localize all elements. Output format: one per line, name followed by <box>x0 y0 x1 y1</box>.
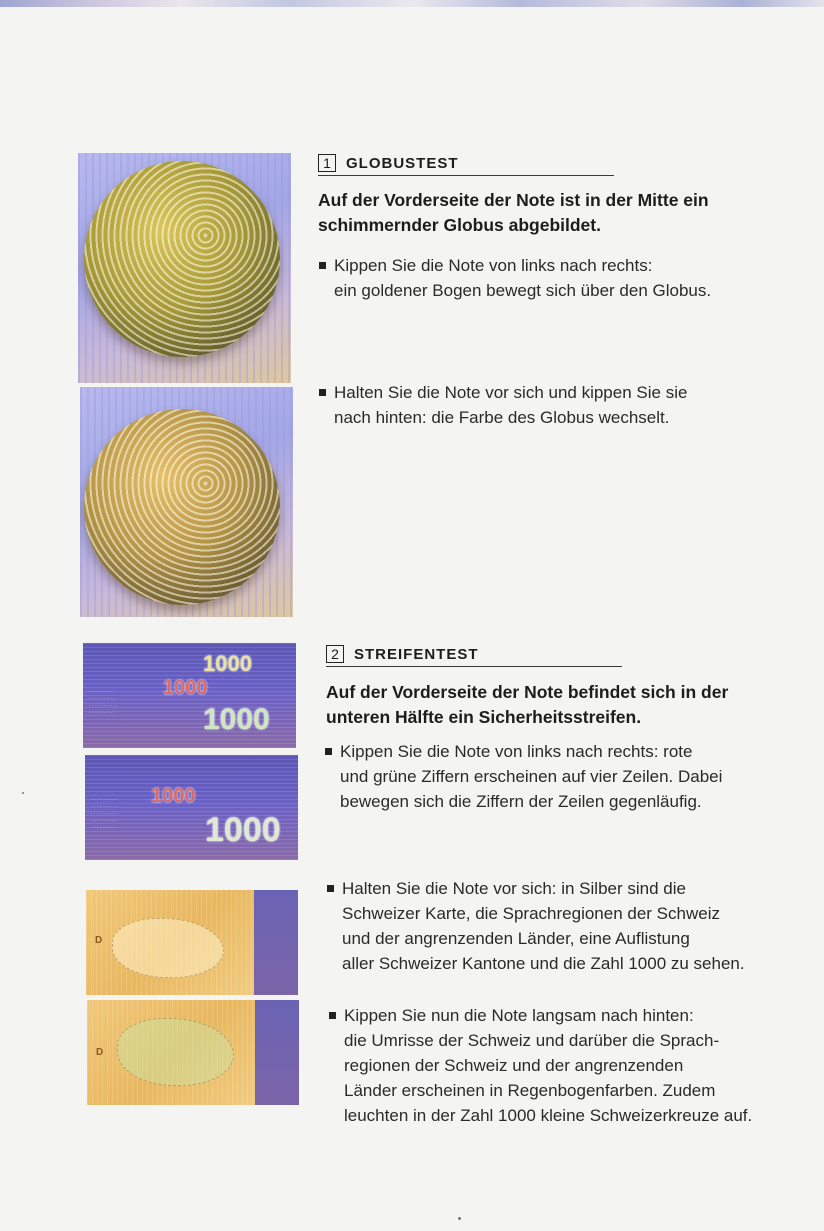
section-1-bullet-2 <box>318 380 794 430</box>
section-1-bullet-1 <box>318 253 794 303</box>
numeral-1000: 1000 <box>203 703 270 736</box>
bullet-line: regionen der Schweiz und der angrenzenden <box>344 1056 684 1075</box>
bullet-line: Länder erscheinen in Regenbogenfarben. Zudem <box>344 1081 716 1100</box>
section-title: GLOBUSTEST <box>346 154 459 172</box>
canton-list: · · · · · · · · · · · · · · · · · · · · · · · · · · · · · · · · · · · · <box>89 689 116 716</box>
bullet-line: die Umrisse der Schweiz und darüber die Sprach- <box>344 1031 720 1050</box>
bullet-line: und grüne Ziffern erscheinen auf vier Zeilen. Dabei <box>340 767 723 786</box>
section-2-bullet-3 <box>328 1003 824 1128</box>
bullet-line: leuchten in der Zahl 1000 kleine Schweizerkreuze auf. <box>344 1106 753 1125</box>
numeral-1000: 1000 <box>205 811 281 849</box>
section-2-bullet-2 <box>326 876 822 976</box>
bullet-line: Halten Sie die Note vor sich und kippen Sie sie <box>334 383 688 402</box>
section-1-heading <box>318 154 614 176</box>
bullet-line: bewegen sich die Ziffern der Zeilen gegenläufig. <box>340 792 702 811</box>
canton-panel <box>254 890 298 995</box>
globe-figure <box>84 409 280 605</box>
swiss-map-image-rainbow <box>87 1000 299 1105</box>
country-letter: D <box>95 935 103 946</box>
section-number: 1 <box>318 154 336 172</box>
numeral-1000: 1000 <box>151 785 196 807</box>
top-edge-strip <box>0 0 824 7</box>
security-strip-image-1 <box>83 643 296 748</box>
switzerland-outline <box>117 1018 234 1086</box>
globe-image-colour-change <box>80 387 293 617</box>
bullet-line: Schweizer Karte, die Sprachregionen der Schweiz <box>342 904 720 923</box>
globe-image-tilt <box>78 153 291 383</box>
paper-speck <box>458 1217 461 1220</box>
bullet-line: Kippen Sie nun die Note langsam nach hinten: <box>344 1006 694 1025</box>
section-title: STREIFENTEST <box>354 645 479 663</box>
section-2-heading <box>326 645 622 667</box>
globe-figure <box>84 161 280 357</box>
paper-speck <box>22 792 24 794</box>
canton-panel <box>255 1000 299 1105</box>
section-2-bullet-1 <box>324 739 810 814</box>
switzerland-outline <box>112 918 224 978</box>
bullet-line: Kippen Sie die Note von links nach rechts: <box>334 256 653 275</box>
country-letter: D <box>96 1047 104 1058</box>
security-strip-image-2 <box>85 755 298 860</box>
bullet-line: und der angrenzenden Länder, eine Auflistung <box>342 929 690 948</box>
bullet-line: Halten Sie die Note vor sich: in Silber sind die <box>342 879 686 898</box>
swiss-map-image-silver <box>86 890 298 995</box>
numeral-1000: 1000 <box>163 677 208 699</box>
bullet-line: nach hinten: die Farbe des Globus wechselt. <box>334 408 670 427</box>
bullet-line: ein goldener Bogen bewegt sich über den Globus. <box>334 281 712 300</box>
section-number: 2 <box>326 645 344 663</box>
numeral-1000: 1000 <box>203 651 252 676</box>
section-2-lead: Auf der Vorderseite der Note befindet sich in der unteren Hälfte ein Sicherheitsstreifen. <box>326 682 729 727</box>
canton-list: · · · · · · · · · · · · · · · · · · · · · · · · · · · · · · · · · · · · · · · · · · · · · <box>91 797 118 831</box>
bullet-line: Kippen Sie die Note von links nach rechts: rote <box>340 742 693 761</box>
bullet-line: aller Schweizer Kantone und die Zahl 1000 zu sehen. <box>342 954 745 973</box>
section-1-lead: Auf der Vorderseite der Note ist in der Mitte ein schimmernder Globus abgebildet. <box>318 190 709 235</box>
